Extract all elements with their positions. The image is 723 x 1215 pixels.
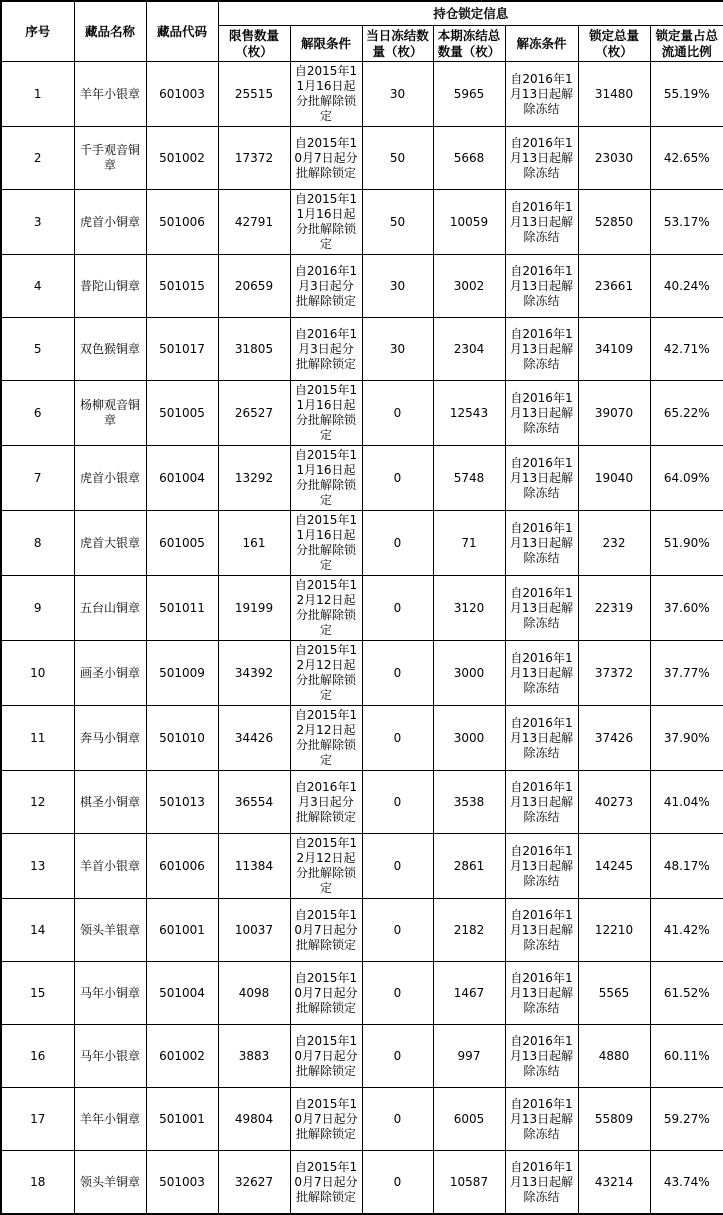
cell-restricted-qty: 4098 <box>218 962 290 1025</box>
cell-unfreeze-condition: 自2016年1月13日起解除冻结 <box>505 190 578 255</box>
col-header-day-frozen-qty: 当日冻结数量（枚） <box>362 26 433 62</box>
cell-period-frozen-total: 3000 <box>433 706 505 771</box>
cell-locked-total: 37426 <box>578 706 650 771</box>
cell-locked-total: 23661 <box>578 255 650 318</box>
cell-index: 6 <box>1 381 74 446</box>
cell-unlock-condition: 自2015年12月12日起分批解除锁定 <box>290 576 362 641</box>
cell-unlock-condition: 自2015年10月7日起分批解除锁定 <box>290 899 362 962</box>
cell-unlock-condition: 自2015年10月7日起分批解除锁定 <box>290 962 362 1025</box>
cell-restricted-qty: 19199 <box>218 576 290 641</box>
cell-period-frozen-total: 5748 <box>433 446 505 511</box>
table-row <box>1 446 723 511</box>
cell-name: 虎首小铜章 <box>74 190 146 255</box>
table-row <box>1 706 723 771</box>
cell-index: 11 <box>1 706 74 771</box>
cell-name: 马年小铜章 <box>74 962 146 1025</box>
cell-period-frozen-total: 1467 <box>433 962 505 1025</box>
cell-code: 601004 <box>146 446 218 511</box>
cell-code: 601001 <box>146 899 218 962</box>
cell-unfreeze-condition: 自2016年1月13日起解除冻结 <box>505 127 578 190</box>
cell-name: 领头羊银章 <box>74 899 146 962</box>
cell-period-frozen-total: 3000 <box>433 641 505 706</box>
cell-unlock-condition: 自2015年10月7日起分批解除锁定 <box>290 1151 362 1215</box>
cell-locked-ratio: 59.27% <box>650 1088 723 1151</box>
cell-day-frozen-qty: 0 <box>362 834 433 899</box>
cell-day-frozen-qty: 0 <box>362 962 433 1025</box>
cell-name: 奔马小铜章 <box>74 706 146 771</box>
cell-name: 双色猴铜章 <box>74 318 146 381</box>
cell-locked-total: 34109 <box>578 318 650 381</box>
cell-restricted-qty: 25515 <box>218 62 290 127</box>
cell-restricted-qty: 13292 <box>218 446 290 511</box>
cell-index: 17 <box>1 1088 74 1151</box>
cell-period-frozen-total: 6005 <box>433 1088 505 1151</box>
col-header-name: 藏品名称 <box>74 1 146 62</box>
table-row <box>1 1151 723 1215</box>
cell-unfreeze-condition: 自2016年1月13日起解除冻结 <box>505 62 578 127</box>
cell-name: 普陀山铜章 <box>74 255 146 318</box>
cell-code: 501001 <box>146 1088 218 1151</box>
cell-index: 7 <box>1 446 74 511</box>
cell-period-frozen-total: 2861 <box>433 834 505 899</box>
cell-unlock-condition: 自2015年11月16日起分批解除锁定 <box>290 381 362 446</box>
cell-code: 501015 <box>146 255 218 318</box>
cell-day-frozen-qty: 0 <box>362 381 433 446</box>
cell-name: 领头羊铜章 <box>74 1151 146 1215</box>
cell-index: 9 <box>1 576 74 641</box>
cell-day-frozen-qty: 0 <box>362 576 433 641</box>
cell-name: 羊年小银章 <box>74 62 146 127</box>
table-row <box>1 834 723 899</box>
cell-restricted-qty: 36554 <box>218 771 290 834</box>
cell-period-frozen-total: 12543 <box>433 381 505 446</box>
cell-unlock-condition: 自2015年12月12日起分批解除锁定 <box>290 834 362 899</box>
table-row <box>1 641 723 706</box>
cell-restricted-qty: 49804 <box>218 1088 290 1151</box>
cell-unlock-condition: 自2016年1月3日起分批解除锁定 <box>290 771 362 834</box>
cell-index: 12 <box>1 771 74 834</box>
cell-locked-ratio: 48.17% <box>650 834 723 899</box>
cell-code: 501006 <box>146 190 218 255</box>
cell-day-frozen-qty: 30 <box>362 62 433 127</box>
cell-unfreeze-condition: 自2016年1月13日起解除冻结 <box>505 381 578 446</box>
cell-name: 虎首大银章 <box>74 511 146 576</box>
cell-unfreeze-condition: 自2016年1月13日起解除冻结 <box>505 834 578 899</box>
cell-index: 16 <box>1 1025 74 1088</box>
cell-index: 4 <box>1 255 74 318</box>
cell-code: 501010 <box>146 706 218 771</box>
cell-locked-ratio: 61.52% <box>650 962 723 1025</box>
cell-day-frozen-qty: 50 <box>362 190 433 255</box>
cell-unlock-condition: 自2015年11月16日起分批解除锁定 <box>290 62 362 127</box>
cell-locked-ratio: 51.90% <box>650 511 723 576</box>
cell-locked-ratio: 41.04% <box>650 771 723 834</box>
cell-restricted-qty: 11384 <box>218 834 290 899</box>
cell-locked-ratio: 41.42% <box>650 899 723 962</box>
cell-period-frozen-total: 10587 <box>433 1151 505 1215</box>
cell-day-frozen-qty: 0 <box>362 511 433 576</box>
cell-restricted-qty: 34392 <box>218 641 290 706</box>
cell-day-frozen-qty: 0 <box>362 1088 433 1151</box>
cell-index: 18 <box>1 1151 74 1215</box>
table-row <box>1 62 723 127</box>
table-row <box>1 381 723 446</box>
cell-locked-total: 52850 <box>578 190 650 255</box>
cell-period-frozen-total: 3002 <box>433 255 505 318</box>
cell-unlock-condition: 自2015年10月7日起分批解除锁定 <box>290 1088 362 1151</box>
cell-locked-total: 37372 <box>578 641 650 706</box>
cell-code: 501003 <box>146 1151 218 1215</box>
cell-index: 2 <box>1 127 74 190</box>
cell-period-frozen-total: 3538 <box>433 771 505 834</box>
table-row <box>1 771 723 834</box>
cell-day-frozen-qty: 0 <box>362 1151 433 1215</box>
cell-unlock-condition: 自2016年1月3日起分批解除锁定 <box>290 318 362 381</box>
cell-day-frozen-qty: 30 <box>362 255 433 318</box>
col-header-index: 序号 <box>1 1 74 62</box>
cell-restricted-qty: 34426 <box>218 706 290 771</box>
col-header-unfreeze-condition: 解冻条件 <box>505 26 578 62</box>
cell-day-frozen-qty: 30 <box>362 318 433 381</box>
cell-code: 501013 <box>146 771 218 834</box>
cell-period-frozen-total: 5965 <box>433 62 505 127</box>
table-row <box>1 255 723 318</box>
table-row <box>1 899 723 962</box>
cell-locked-total: 22319 <box>578 576 650 641</box>
col-header-restricted-qty: 限售数量（枚） <box>218 26 290 62</box>
cell-index: 13 <box>1 834 74 899</box>
cell-unfreeze-condition: 自2016年1月13日起解除冻结 <box>505 641 578 706</box>
cell-index: 1 <box>1 62 74 127</box>
cell-index: 8 <box>1 511 74 576</box>
cell-locked-ratio: 42.71% <box>650 318 723 381</box>
cell-name: 五台山铜章 <box>74 576 146 641</box>
col-header-code: 藏品代码 <box>146 1 218 62</box>
cell-locked-ratio: 37.60% <box>650 576 723 641</box>
table-row <box>1 511 723 576</box>
cell-unlock-condition: 自2016年1月3日起分批解除锁定 <box>290 255 362 318</box>
table-header <box>1 1 723 62</box>
cell-day-frozen-qty: 0 <box>362 446 433 511</box>
cell-locked-total: 14245 <box>578 834 650 899</box>
cell-unfreeze-condition: 自2016年1月13日起解除冻结 <box>505 511 578 576</box>
col-header-unlock-condition: 解限条件 <box>290 26 362 62</box>
cell-code: 501009 <box>146 641 218 706</box>
cell-locked-total: 39070 <box>578 381 650 446</box>
cell-name: 画圣小铜章 <box>74 641 146 706</box>
cell-period-frozen-total: 71 <box>433 511 505 576</box>
cell-locked-total: 19040 <box>578 446 650 511</box>
cell-day-frozen-qty: 50 <box>362 127 433 190</box>
cell-unlock-condition: 自2015年10月7日起分批解除锁定 <box>290 1025 362 1088</box>
cell-name: 羊年小铜章 <box>74 1088 146 1151</box>
cell-unfreeze-condition: 自2016年1月13日起解除冻结 <box>505 771 578 834</box>
cell-code: 601005 <box>146 511 218 576</box>
cell-locked-ratio: 37.77% <box>650 641 723 706</box>
cell-locked-ratio: 40.24% <box>650 255 723 318</box>
cell-day-frozen-qty: 0 <box>362 1025 433 1088</box>
table-body <box>1 62 723 1215</box>
cell-unlock-condition: 自2015年11月16日起分批解除锁定 <box>290 190 362 255</box>
cell-day-frozen-qty: 0 <box>362 706 433 771</box>
cell-restricted-qty: 31805 <box>218 318 290 381</box>
cell-unlock-condition: 自2015年10月7日起分批解除锁定 <box>290 127 362 190</box>
cell-day-frozen-qty: 0 <box>362 771 433 834</box>
cell-restricted-qty: 17372 <box>218 127 290 190</box>
cell-name: 虎首小银章 <box>74 446 146 511</box>
cell-unlock-condition: 自2015年12月12日起分批解除锁定 <box>290 641 362 706</box>
table-row <box>1 318 723 381</box>
cell-restricted-qty: 20659 <box>218 255 290 318</box>
cell-day-frozen-qty: 0 <box>362 641 433 706</box>
cell-restricted-qty: 32627 <box>218 1151 290 1215</box>
cell-index: 3 <box>1 190 74 255</box>
cell-locked-ratio: 64.09% <box>650 446 723 511</box>
cell-restricted-qty: 3883 <box>218 1025 290 1088</box>
cell-index: 14 <box>1 899 74 962</box>
table-row <box>1 1088 723 1151</box>
cell-locked-total: 12210 <box>578 899 650 962</box>
cell-index: 15 <box>1 962 74 1025</box>
table-row <box>1 962 723 1025</box>
cell-code: 501017 <box>146 318 218 381</box>
cell-period-frozen-total: 997 <box>433 1025 505 1088</box>
cell-unfreeze-condition: 自2016年1月13日起解除冻结 <box>505 899 578 962</box>
cell-locked-ratio: 55.19% <box>650 62 723 127</box>
cell-period-frozen-total: 2304 <box>433 318 505 381</box>
cell-unfreeze-condition: 自2016年1月13日起解除冻结 <box>505 446 578 511</box>
cell-day-frozen-qty: 0 <box>362 899 433 962</box>
cell-unfreeze-condition: 自2016年1月13日起解除冻结 <box>505 576 578 641</box>
cell-locked-total: 40273 <box>578 771 650 834</box>
cell-code: 501004 <box>146 962 218 1025</box>
cell-restricted-qty: 42791 <box>218 190 290 255</box>
cell-locked-ratio: 42.65% <box>650 127 723 190</box>
cell-code: 501002 <box>146 127 218 190</box>
cell-code: 501005 <box>146 381 218 446</box>
cell-locked-total: 55809 <box>578 1088 650 1151</box>
cell-locked-total: 5565 <box>578 962 650 1025</box>
cell-locked-ratio: 60.11% <box>650 1025 723 1088</box>
cell-unfreeze-condition: 自2016年1月13日起解除冻结 <box>505 1088 578 1151</box>
cell-code: 601006 <box>146 834 218 899</box>
cell-restricted-qty: 10037 <box>218 899 290 962</box>
col-header-locked-ratio: 锁定量占总流通比例 <box>650 26 723 62</box>
cell-index: 5 <box>1 318 74 381</box>
table-row <box>1 576 723 641</box>
cell-locked-ratio: 65.22% <box>650 381 723 446</box>
table-row <box>1 127 723 190</box>
cell-name: 马年小银章 <box>74 1025 146 1088</box>
col-header-locked-total: 锁定总量（枚） <box>578 26 650 62</box>
cell-code: 601002 <box>146 1025 218 1088</box>
cell-locked-ratio: 43.74% <box>650 1151 723 1215</box>
cell-code: 601003 <box>146 62 218 127</box>
cell-period-frozen-total: 3120 <box>433 576 505 641</box>
cell-unfreeze-condition: 自2016年1月13日起解除冻结 <box>505 1151 578 1215</box>
cell-locked-total: 232 <box>578 511 650 576</box>
cell-period-frozen-total: 2182 <box>433 899 505 962</box>
cell-unlock-condition: 自2015年12月12日起分批解除锁定 <box>290 706 362 771</box>
cell-restricted-qty: 161 <box>218 511 290 576</box>
cell-code: 501011 <box>146 576 218 641</box>
cell-restricted-qty: 26527 <box>218 381 290 446</box>
table-row <box>1 1025 723 1088</box>
group-header-lock-info: 持仓锁定信息 <box>218 1 723 26</box>
cell-locked-total: 23030 <box>578 127 650 190</box>
cell-unlock-condition: 自2015年11月16日起分批解除锁定 <box>290 446 362 511</box>
cell-unfreeze-condition: 自2016年1月13日起解除冻结 <box>505 318 578 381</box>
cell-locked-ratio: 37.90% <box>650 706 723 771</box>
cell-name: 棋圣小铜章 <box>74 771 146 834</box>
cell-name: 羊首小银章 <box>74 834 146 899</box>
cell-unfreeze-condition: 自2016年1月13日起解除冻结 <box>505 255 578 318</box>
cell-unfreeze-condition: 自2016年1月13日起解除冻结 <box>505 1025 578 1088</box>
cell-unfreeze-condition: 自2016年1月13日起解除冻结 <box>505 706 578 771</box>
cell-period-frozen-total: 5668 <box>433 127 505 190</box>
cell-locked-total: 31480 <box>578 62 650 127</box>
col-header-period-frozen-total: 本期冻结总数量（枚） <box>433 26 505 62</box>
cell-locked-total: 4880 <box>578 1025 650 1088</box>
cell-index: 10 <box>1 641 74 706</box>
cell-unfreeze-condition: 自2016年1月13日起解除冻结 <box>505 962 578 1025</box>
group-header-row <box>1 1 723 26</box>
cell-name: 杨柳观音铜章 <box>74 381 146 446</box>
cell-locked-total: 43214 <box>578 1151 650 1215</box>
cell-locked-ratio: 53.17% <box>650 190 723 255</box>
table-row <box>1 190 723 255</box>
cell-name: 千手观音铜章 <box>74 127 146 190</box>
cell-period-frozen-total: 10059 <box>433 190 505 255</box>
cell-unlock-condition: 自2015年11月16日起分批解除锁定 <box>290 511 362 576</box>
